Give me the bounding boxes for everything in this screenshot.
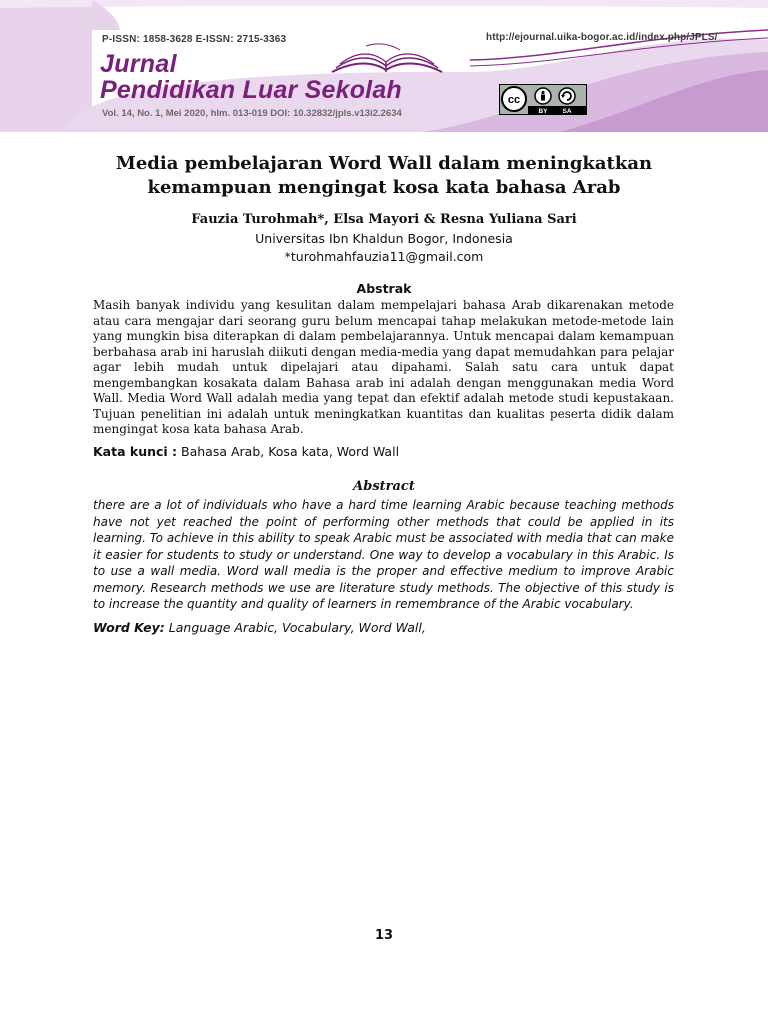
kata-kunci-values: Bahasa Arab, Kosa kata, Word Wall bbox=[177, 444, 400, 459]
word-key-line bbox=[93, 620, 426, 635]
svg-text:cc: cc bbox=[507, 94, 521, 106]
cc-icon bbox=[502, 87, 526, 111]
word-key-values: Language Arabic, Vocabulary, Word Wall, bbox=[164, 620, 426, 635]
journal-title-line2: Pendidikan Luar Sekolah bbox=[100, 76, 402, 104]
license-sa-label: SA bbox=[562, 108, 572, 115]
page-number: 13 bbox=[374, 928, 394, 943]
share-alike-icon bbox=[559, 88, 575, 104]
journal-url[interactable]: http://ejournal.uika-bogor.ac.id/index.php/JPLS/ bbox=[486, 32, 718, 43]
article-title bbox=[0, 152, 768, 200]
abstrak-heading: Abstrak bbox=[356, 281, 412, 296]
attribution-icon bbox=[535, 88, 551, 104]
kata-kunci-label: Kata kunci : bbox=[93, 444, 178, 459]
journal-title-line1: Jurnal bbox=[100, 50, 177, 78]
article-title-line1: Media pembelajaran Word Wall dalam meningkatkan bbox=[115, 153, 653, 174]
author-list: Fauzia Turohmah*, Elsa Mayori & Resna Yuliana Sari bbox=[191, 212, 577, 227]
volume-info: Vol. 14, No. 1, Mei 2020, hlm. 013-019 DOI: 10.32832/jpls.v13i2.2634 bbox=[102, 108, 402, 119]
abstract-body: there are a lot of individuals who have a hard time learning Arabic because teaching methods have not yet reached the point of performing other methods that could be applied in its learning. To achieve in this ability to speak Arabic must be associated with media that can make it easier for students to study or understand. One way to develop a vocabulary in this Arabic. Is to use a wall media. Word wall media is the proper and effective medium to improve Arabic memory. Research methods we use are literature study methods. The objective of this study is to increase the quantity and quality of learners in remembrance of the Arabic vocabulary. bbox=[93, 498, 674, 611]
corresponding-email[interactable]: *turohmahfauzia11@gmail.com bbox=[284, 249, 484, 264]
license-by-label: BY bbox=[538, 108, 548, 115]
abstract-heading: Abstract bbox=[353, 479, 415, 494]
cc-license-badge[interactable] bbox=[499, 84, 587, 115]
word-key-label: Word Key: bbox=[93, 620, 165, 635]
kata-kunci-line bbox=[93, 444, 399, 459]
journal-header-banner bbox=[0, 0, 768, 132]
issn-text: P-ISSN: 1858-3628 E-ISSN: 2715-3363 bbox=[102, 34, 287, 45]
author-affiliation: Universitas Ibn Khaldun Bogor, Indonesia bbox=[255, 231, 513, 246]
article-title-line2: kemampuan mengingat kosa kata bahasa Arab bbox=[147, 177, 621, 198]
abstrak-body: Masih banyak individu yang kesulitan dalam mempelajari bahasa Arab dikarenakan metode atau cara mengajar dari seorang guru belum mencapai tahap melakukan metode-metode lain yang mungkin bisa diterapkan di dalam pembelajarannya. Untuk mencapai dalam kemampuan berbahasa arab ini haruslah diikuti dengan media-media yang dapat memudahkan para pelajar agar lebih mudah untuk dipelajari atau dipahami. Salah satu cara untuk dapat mengembangkan kosakata dalam Bahasa arab ini adalah dengan menggunakan media Word Wall. Media Word Wall adalah media yang tepat dan efektif adalah metode studi kepustakaan. Tujuan penelitian ini adalah untuk meningkatkan kuantitas dan kualitas peserta didik dalam mengingat kosa kata bahasa Arab. bbox=[93, 298, 674, 436]
open-book-icon bbox=[326, 38, 446, 78]
